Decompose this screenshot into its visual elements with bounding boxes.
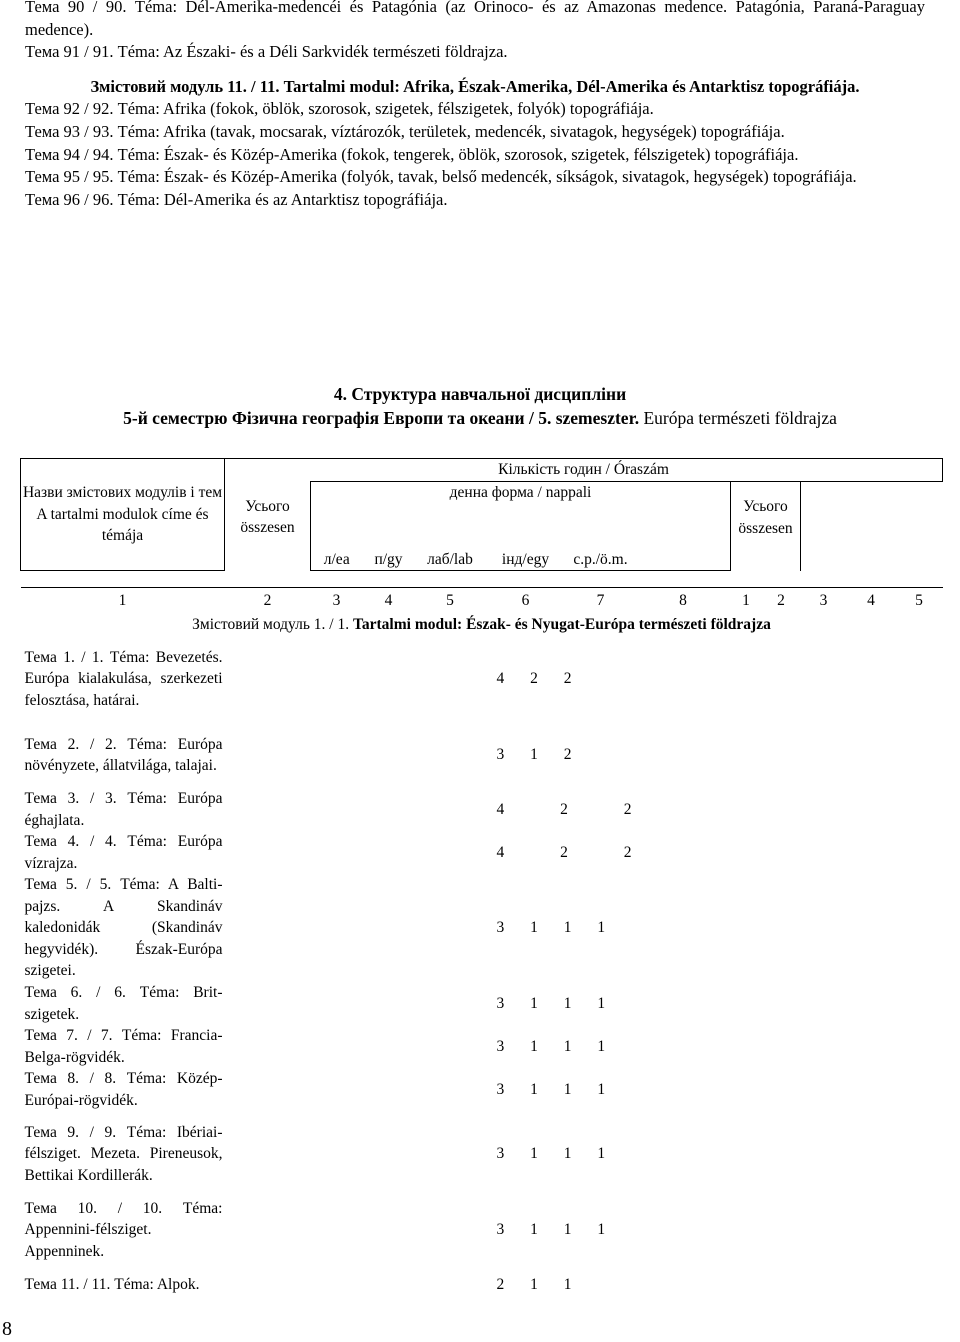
hours-cell: 3 1 2 bbox=[496, 746, 572, 764]
column-number: 6 bbox=[521, 592, 530, 610]
header-hours: Кількість годин / Óraszám bbox=[225, 459, 943, 482]
topic-cell: Тема 1. / 1. Téma: Bevezetés. Európa kialakulása, szerkezeti felosztása, határai. bbox=[24, 648, 223, 709]
table-row bbox=[21, 982, 943, 1025]
hours-cell: 3 1 1 1 bbox=[496, 1037, 606, 1055]
hours-cell: 4 2 2 bbox=[496, 800, 632, 818]
topic-cell: Тема 7. / 7. Téma: Francia-Belga-rögvidék. bbox=[24, 1027, 223, 1066]
module-11-label: Змістовий модуль 11. / 11. bbox=[90, 76, 280, 96]
table-row bbox=[21, 1197, 943, 1263]
column-number: 3 bbox=[332, 592, 341, 610]
hours-cell: 4 2 2 bbox=[496, 843, 632, 861]
topic-93: Тема 93 / 93. Téma: Afrika (tavak, mocsarak, víztározók, területek, medencék, sivatagok, hegységek) topográfiája. bbox=[25, 121, 785, 141]
column-number: 1 bbox=[742, 592, 750, 610]
semester-title bbox=[25, 406, 935, 430]
header-empty bbox=[801, 482, 943, 505]
topic-90: Тема 90 / 90. Téma: Dél-Amerika-medencéi és Patagónia (az Orinoco- és az Amazonas medence. Patagónia, Paraná-Paraguay medence). bbox=[25, 0, 925, 39]
section-heading bbox=[25, 382, 935, 430]
hours-cell: 2 1 1 bbox=[496, 1275, 572, 1293]
module-1-title: Tartalmi modul: Észak- és Nyugat-Európa természeti földrajza bbox=[352, 616, 771, 634]
topic-cell: Тема 8. / 8. Téma: Közép-Európai-rögvidék. bbox=[24, 1070, 223, 1109]
topic-cell: Тема 11. / 11. Téma: Alpok. bbox=[24, 1275, 200, 1293]
header-total-other: Усього összesen bbox=[731, 482, 801, 571]
table-row bbox=[21, 788, 943, 831]
topic-96: Тема 96 / 96. Téma: Dél-Amerika és az Antarktisz topográfiája. bbox=[25, 189, 448, 209]
column-number: 2 bbox=[777, 592, 785, 610]
header-day-form: денна форма / nappali bbox=[311, 482, 731, 505]
hours-cell: 4 2 2 bbox=[496, 670, 572, 688]
topic-95: Тема 95 / 95. Téma: Észak- és Közép-Amerika (folyók, tavak, belső medencék, síkságok, sivatagok, hegységek) topográfiája. bbox=[25, 167, 857, 187]
table-row bbox=[21, 831, 943, 874]
module-1-row bbox=[21, 614, 943, 636]
topic-94: Тема 94 / 94. Téma: Észak- és Közép-Amerika (fokok, tengerek, öblök, szorosok, szigetek, félszigetek) topográfiája. bbox=[25, 144, 799, 164]
table-row bbox=[21, 874, 943, 982]
table-row bbox=[21, 1068, 943, 1111]
column-number: 1 bbox=[118, 592, 127, 610]
header-lecture: л/еа bbox=[311, 504, 363, 571]
table-row bbox=[21, 1263, 943, 1306]
hours-cell: 3 1 1 1 bbox=[496, 1145, 606, 1163]
column-number: 5 bbox=[446, 592, 454, 610]
column-number: 5 bbox=[915, 592, 923, 610]
header-total-day: Усього összesen bbox=[225, 482, 311, 571]
course-structure-table bbox=[20, 458, 943, 1306]
table-row bbox=[21, 636, 943, 722]
module-11-title: Tartalmi modul: Afrika, Észak-Amerika, Dél-Amerika és Antarktisz topográfiája. bbox=[283, 76, 860, 96]
table-row bbox=[21, 1111, 943, 1197]
topic-92: Тема 92 / 92. Téma: Afrika (fokok, öblök, szorosok, szigetek, félszigetek, folyók) topográfiája. bbox=[25, 99, 654, 119]
header-lab: лаб/lab bbox=[415, 504, 486, 571]
section-title: 4. Структура навчальної дисципліни bbox=[333, 384, 627, 404]
topic-cell: Тема 4. / 4. Téma: Európa vízrajza. bbox=[24, 833, 223, 872]
column-number: 4 bbox=[384, 592, 393, 610]
module-11-heading bbox=[25, 76, 925, 99]
hours-cell: 3 1 1 1 bbox=[496, 919, 606, 937]
header-practice: п/gy bbox=[363, 504, 415, 571]
topic-91: Тема 91 / 91. Téma: Az Északi- és a Déli Sarkvidék természeti földrajza. bbox=[25, 42, 508, 62]
header-self-study: с.р./ö.m. bbox=[566, 504, 636, 571]
topic-cell: Тема 3. / 3. Téma: Európa éghajlata. bbox=[24, 790, 223, 829]
column-number: 3 bbox=[819, 592, 828, 610]
topic-cell: Тема 5. / 5. Téma: A Balti-pajzs. A Skandináv kaledonidák (Skandináv hegyvidék). Észak-Európa szigetei. bbox=[24, 876, 223, 980]
hours-cell: 3 1 1 1 bbox=[496, 994, 606, 1012]
column-number: 4 bbox=[867, 592, 875, 610]
column-number: 2 bbox=[263, 592, 272, 610]
topic-cell: Тема 6. / 6. Téma: Brit-szigetek. bbox=[24, 984, 223, 1023]
topic-cell: Тема 2. / 2. Téma: Európa növényzete, állatvilága, talajai. bbox=[24, 735, 223, 774]
header-individual: інд/egy bbox=[486, 504, 566, 571]
topic-cell: Тема 9. / 9. Téma: Ibériai-félsziget. Mezeta. Pireneusok, Bettikai Kordillerák. bbox=[24, 1123, 223, 1184]
table-row bbox=[21, 1025, 943, 1068]
table-row bbox=[21, 722, 943, 788]
column-number: 8 bbox=[679, 592, 687, 610]
hours-cell: 3 1 1 1 bbox=[496, 1080, 606, 1098]
module-1-label: Змістовий модуль 1. / 1. bbox=[192, 616, 350, 634]
semester-subject: Európa természeti földrajza bbox=[643, 408, 837, 428]
hours-cell: 3 1 1 1 bbox=[496, 1221, 606, 1239]
semester-label: 5-й семестрю Фізична географія Европи та океани / 5. szemeszter. bbox=[123, 408, 640, 428]
column-number: 7 bbox=[596, 592, 605, 610]
topic-cell: Тема 10. / 10. Téma: Appennini-félsziget. Appenninek. bbox=[24, 1199, 223, 1260]
column-numbers-row bbox=[21, 588, 943, 615]
header-module-names: Назви змістових модулів і тем A tartalmi modulok címe és témája bbox=[21, 459, 225, 571]
intro-topics bbox=[25, 0, 925, 211]
page-number: 8 bbox=[2, 1318, 12, 1340]
